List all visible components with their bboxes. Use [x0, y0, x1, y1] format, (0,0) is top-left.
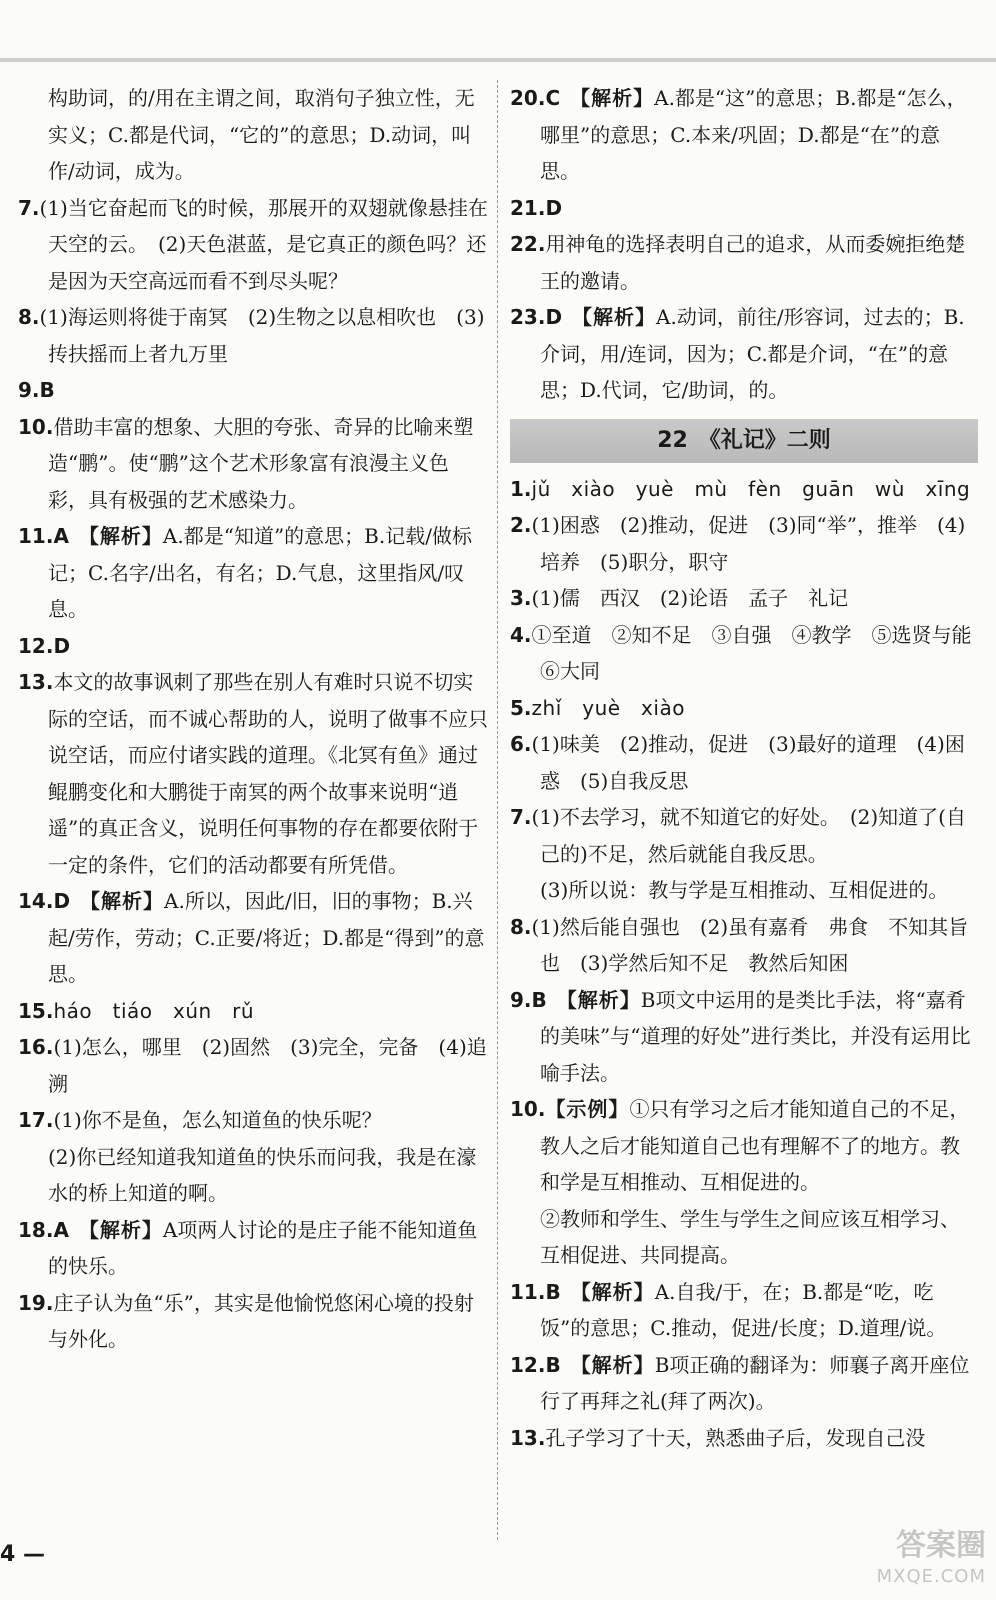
answer-entry: 14.D 【解析】A.所以，因此/旧，旧的事物；B.兴起/劳作，劳动；C.正要/将近；D.都是“得到”的意思。	[18, 889, 485, 986]
answer-entry: 11.B 【解析】A.自我/于，在；B.都是“吃，吃饭”的意思；C.推动，促进/长度；D.道理/说。	[510, 1279, 947, 1340]
answer-entry: 22.用神龟的选择表明自己的追求，从而委婉拒绝楚王的邀请。	[510, 232, 966, 293]
answer-entry: 18.A 【解析】A项两人讨论的是庄子能不能知道鱼的快乐。	[18, 1217, 478, 1278]
answer-entry: 12.B 【解析】B项正确的翻译为：师襄子离开座位行了再拜之礼(拜了两次)。	[510, 1352, 970, 1413]
answer-entry: 13.本文的故事讽刺了那些在别人有难时只说不切实际的空话，而不诚心帮助的人，说明了做事不应只说空话，而应付诸实践的道理。《北冥有鱼》通过鲲鹏变化和大鹏徙于南冥的两个故事来说明“逍遥”的真正含义，说明任何事物的存在都要依附于一定的条件，它们的活动都要有所凭借。	[18, 670, 488, 877]
answer-entry: 21.D	[510, 195, 563, 220]
answer-subentry: (2)你已经知道我知道鱼的快乐而问我，我是在濠水的桥上知道的啊。	[48, 1144, 477, 1205]
answer-entry: 9.B 【解析】B项文中运用的是类比手法，将“嘉肴的美味”与“道理的好处”进行类比，并没有运用比喻手法。	[510, 987, 971, 1085]
answer-entry: 1.jǔ xiào yuè mù fèn guān wù xīng	[510, 476, 971, 501]
answer-subentry: (3)所以说：教与学是互相推动、互相促进的。	[540, 878, 949, 902]
answer-entry: 19.庄子认为鱼“乐”，其实是他愉悦悠闲心境的投射与外化。	[18, 1290, 474, 1351]
answer-entry: 构助词，的/用在主谓之间，取消句子独立性，无实义；C.都是代词，“它的”的意思；D.动词，叫作/动词，成为。	[48, 86, 475, 183]
answer-entry: 9.B	[18, 378, 55, 402]
answer-entry: 8.(1)海运则将徙于南冥 (2)生物之以息相吹也 (3)抟扶摇而上者九万里	[18, 305, 485, 366]
watermark-url: MXQE.COM	[876, 1566, 986, 1587]
answer-entry: 15.háo tiáo xún rǔ	[18, 998, 255, 1023]
answer-entry: 7.(1)不去学习，就不知道它的好处。 (2)知道了(自己的)不足，然后就能自我反思。	[510, 805, 966, 866]
watermark-logo	[826, 1526, 986, 1596]
answer-entry: 5.zhǐ yuè xiào	[510, 695, 685, 720]
answer-entry: 17.(1)你不是鱼，怎么知道鱼的快乐呢？	[18, 1108, 382, 1132]
watermark-logo-text: 答案圈	[896, 1528, 986, 1563]
answer-entry: 7.(1)当它奋起而飞的时候，那展开的双翅就像悬挂在天空的云。 (2)天色湛蓝，是它真正的颜色吗？还是因为天空高远而看不到尽头呢？	[18, 195, 488, 293]
left-column	[18, 80, 488, 1540]
answer-entry: 23.D 【解析】A.动词，前往/形容词，过去的；B.介词，用/连词，因为；C.都是介词，“在”的意思；D.代词，它/助词，的。	[510, 305, 965, 402]
column-divider	[497, 80, 498, 1540]
answer-entry: 12.D	[18, 633, 71, 658]
answer-entry: 2.(1)困惑 (2)推动，促进 (3)同“举”，推举 (4)培养 (5)职分，职守	[510, 513, 966, 574]
answer-entry: 20.C 【解析】A.都是“这”的意思；B.都是“怎么，哪里”的意思；C.本来/巩固；D.都是“在”的意思。	[510, 86, 967, 183]
page-number: 4 —	[0, 1542, 45, 1567]
answer-entry: 8.(1)然后能自强也 (2)虽有嘉肴 弗食 不知其旨也 (3)学然后知不足 教然后知困	[510, 914, 969, 975]
section-title: 22 《礼记》二则	[510, 419, 978, 463]
answer-entry: 10.【示例】①只有学习之后才能知道自己的不足，教人之后才能知道自己也有理解不了的地方。教和学是互相推动、互相促进的。	[510, 1097, 970, 1194]
answer-entry: 16.(1)怎么，哪里 (2)固然 (3)完全，完备 (4)追溯	[18, 1035, 487, 1096]
header-rule	[0, 58, 996, 62]
answer-entry: 6.(1)味美 (2)推动，促进 (3)最好的道理 (4)困惑 (5)自我反思	[510, 732, 965, 793]
answer-entry: 4.①至道 ②知不足 ③自强 ④教学 ⑤选贤与能 ⑥大同	[510, 622, 992, 683]
answer-entry: 10.借助丰富的想象、大胆的夸张、奇异的比喻来塑造“鹏”。使“鹏”这个艺术形象富有浪漫主义色彩，具有极强的艺术感染力。	[18, 414, 474, 512]
answer-entry: 3.(1)儒 西汉 (2)论语 孟子 礼记	[510, 586, 849, 610]
answer-subentry: ②教师和学生、学生与学生之间应该互相学习、互相促进、共同提高。	[540, 1206, 960, 1267]
right-column	[510, 80, 992, 1540]
answer-entry: 11.A 【解析】A.都是“知道”的意思；B.记载/做标记；C.名字/出名，有名；D.气息，这里指风/叹息。	[18, 524, 472, 621]
answer-entry: 13.孔子学习了十天，熟悉曲子后，发现自己没	[510, 1425, 926, 1450]
